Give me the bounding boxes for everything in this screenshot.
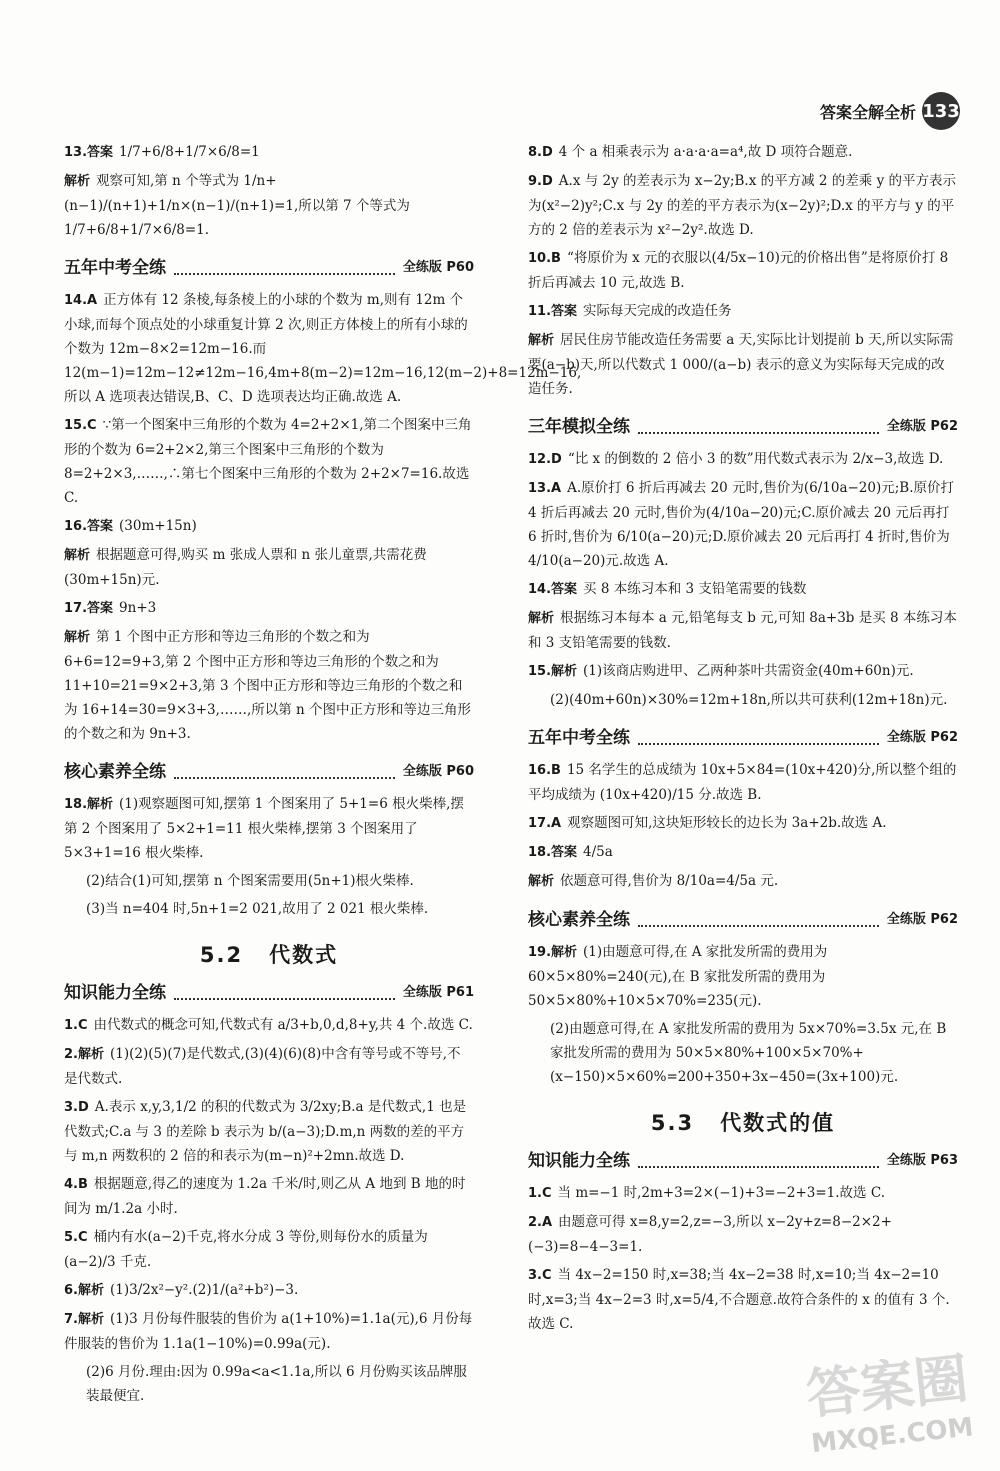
answer-label: 18.解析 <box>64 797 114 812</box>
section-ref: 全练版 P63 <box>886 1153 958 1168</box>
answer-text: 由题意可得 x=8,y=2,z=−3,所以 x−2y+z=8−2×2+(−3)=8−4−3=1. <box>528 1214 892 1255</box>
answer-text: 依题意可得,售价为 8/10a=4/5a 元. <box>560 873 779 889</box>
answer-item <box>64 543 474 592</box>
chapter-heading <box>528 1111 958 1135</box>
answer-text: (1)(2)(5)(7)是代数式,(3)(4)(6)(8)中含有等号或不等号,不是代数式. <box>64 1046 461 1087</box>
answer-item <box>64 625 474 746</box>
page-number: 133 <box>922 92 960 130</box>
answer-label: 7.解析 <box>64 1312 104 1327</box>
answer-label: 3.D <box>64 1100 89 1115</box>
dot-leader <box>638 925 879 927</box>
answer-item <box>528 1181 958 1206</box>
answer-item <box>64 869 474 893</box>
answer-item <box>64 514 474 539</box>
answer-label: 5.C <box>64 1230 88 1245</box>
dot-leader <box>638 1166 879 1168</box>
answer-label: 14.答案 <box>528 582 578 597</box>
answer-text: A.原价打 6 折后再减去 20 元时,售价为(6/10a−20)元;B.原价打 4 折后再减去 20 元时,售价为(4/10a−20)元;C.原价减去 20 元后再打 6 折时,售价为 6/10(a−20)元;D.原价减去 20 元后再打 4 折时,售价为 4/10(a−20)元.故选 A. <box>528 480 955 569</box>
answer-label: 1.C <box>528 1186 552 1201</box>
answer-label: 8.D <box>528 145 553 160</box>
page-header <box>820 92 960 130</box>
answer-text: 实际每天完成的改造任务 <box>583 303 732 319</box>
answer-text: (1)3 月份每件服装的售价为 a(1+10%)=1.1a(元),6 月份每件服装的售价为 1.1a(1−10%)=0.99a(元). <box>64 1311 473 1352</box>
section-heading <box>64 256 474 280</box>
answer-text: 4/5a <box>583 844 613 860</box>
answer-label: 19.解析 <box>528 945 578 960</box>
answer-item <box>64 1307 474 1356</box>
answer-text: 正方体有 12 条棱,每条棱上的小球的个数为 m,则有 12m 个小球,而每个顶点处的小球重复计算 2 次,则正方体棱上的所有小球的个数为 12m−8×2=12m−16.而 12(m−1)=12m−12≠12m−16,4m+8(m−2)=12m−16,12(m−2)+8=12m−16,所以 A 选项表达错误,B、C、D 选项表达均正确.故选 A. <box>64 292 582 405</box>
chapter-number: 5.2 <box>199 943 244 967</box>
answer-item <box>528 140 958 165</box>
answer-label: 16.B <box>528 763 561 778</box>
answer-item <box>528 940 958 1013</box>
answer-text: (2)6 月份.理由:因为 0.99a<a<1.1a,所以 6 月份购买该品牌服装最便宜. <box>86 1364 467 1404</box>
answer-text: ∵第一个图案中三角形的个数为 4=2+2×1,第二个图案中三角形的个数为 6=2+2×2,第三个图案中三角形的个数为 8=2+2×3,……,∴第七个图案中三角形的个数为 2+2×7=16.故选 C. <box>64 417 472 506</box>
section-title: 三年模拟全练 <box>528 417 630 437</box>
answer-label: 16.答案 <box>64 519 114 534</box>
answer-label: 14.A <box>64 293 98 308</box>
answer-label: 12.D <box>528 452 562 467</box>
answer-label: 解析 <box>64 548 91 563</box>
answer-item <box>528 606 958 655</box>
answer-label: 4.B <box>64 1177 88 1192</box>
answer-item <box>528 476 958 573</box>
items-3 <box>64 1013 474 1408</box>
answer-text: (1)由题意可得,在 A 家批发所需的费用为 60×5×80%=240(元),在 B 家批发所需的费用为 50×5×80%+10×5×70%=235(元). <box>528 944 828 1009</box>
answer-item <box>528 577 958 602</box>
section-heading <box>64 981 474 1005</box>
answer-text: 根据题意,得乙的速度为 1.2a 千米/时,则乙从 A 地到 B 地的时间为 m/1.2a 小时. <box>64 1176 466 1217</box>
answer-label: 1.C <box>64 1018 88 1033</box>
answer-label: 解析 <box>64 174 91 189</box>
answer-text: 买 8 本练习本和 3 支铅笔需要的钱数 <box>583 581 807 597</box>
answer-text: (30m+15n) <box>119 518 197 534</box>
items-2 <box>528 758 958 894</box>
watermark-logo: 答案圈 <box>803 1346 972 1427</box>
answer-text: (1)观察题图可知,摆第 1 个图案用了 5+1=6 根火柴棒,摆第 2 个图案用了 5×2+1=11 根火柴棒,摆第 3 个图案用了 5×3+1=16 根火柴棒. <box>64 796 464 861</box>
answer-item <box>64 1278 474 1303</box>
chapter-number: 5.3 <box>650 1111 695 1135</box>
section-ref: 全练版 P62 <box>886 912 958 927</box>
answer-text: 观察可知,第 n 个等式为 1/n+(n−1)/(n+1)+1/n×(n−1)/(n+1)=1,所以第 7 个等式为 1/7+6/8+1/7×6/8=1. <box>64 173 410 238</box>
answer-text: 根据题意可得,购买 m 张成人票和 n 张儿童票,共需花费(30m+15n)元. <box>64 547 427 588</box>
section-title: 知识能力全练 <box>64 983 166 1003</box>
section-ref: 全练版 P62 <box>886 730 958 745</box>
answer-text: (2)由题意可得,在 A 家批发所需的费用为 5x×70%=3.5x 元,在 B 家批发所需的费用为 50×5×80%+100×5×70%+(x−150)×5×60%=200+350+3x−450=(3x+100)元. <box>550 1021 947 1085</box>
right-column <box>528 140 958 1340</box>
answer-label: 6.解析 <box>64 1283 104 1298</box>
answer-label: 9.D <box>528 174 553 189</box>
answer-text: 1/7+6/8+1/7×6/8=1 <box>119 144 260 160</box>
section-ref: 全练版 P61 <box>402 985 474 1000</box>
chapter-title: 代数式 <box>269 943 339 967</box>
answer-item <box>528 169 958 242</box>
answer-text: 当 4x−2=150 时,x=38;当 4x−2=38 时,x=10;当 4x−2=10 时,x=3;当 4x−2=3 时,x=5/4,不合题意.故符合条件的 x 的值有 3 个.故选 C. <box>528 1267 950 1332</box>
items-top <box>64 140 474 242</box>
answer-label: 2.解析 <box>64 1047 104 1062</box>
answer-text: (2)结合(1)可知,摆第 n 个图案需要用(5n+1)根火柴棒. <box>86 873 414 889</box>
section-ref: 全练版 P62 <box>886 419 958 434</box>
answer-text: 当 m=−1 时,2m+3=2×(−1)+3=−2+3=1.故选 C. <box>557 1185 885 1201</box>
answer-item <box>528 1017 958 1089</box>
answer-item <box>528 840 958 865</box>
chapter-heading <box>64 943 474 967</box>
answer-item <box>528 1210 958 1259</box>
answer-text: 观察题图可知,这块矩形较长的边长为 3a+2b.故选 A. <box>567 815 887 831</box>
answer-label: 解析 <box>64 630 91 645</box>
chapter-title: 代数式的值 <box>720 1111 836 1135</box>
answer-text: (3)当 n=404 时,5n+1=2 021,故用了 2 021 根火柴棒. <box>86 901 429 917</box>
section-title: 五年中考全练 <box>64 258 166 278</box>
answer-item <box>528 688 958 712</box>
section-title: 知识能力全练 <box>528 1151 630 1171</box>
answer-text: 4 个 a 相乘表示为 a·a·a·a=a⁴,故 D 项符合题意. <box>558 144 853 160</box>
section-ref: 全练版 P60 <box>402 260 474 275</box>
answer-item <box>64 169 474 242</box>
answer-item <box>64 1013 474 1038</box>
answer-label: 11.答案 <box>528 304 578 319</box>
section-heading <box>528 726 958 750</box>
dot-leader <box>174 777 395 779</box>
answer-item <box>64 1042 474 1091</box>
answer-text: A.x 与 2y 的差表示为 x−2y;B.x 的平方减 2 的差乘 y 的平方表示为(x²−2)y²;C.x 与 2y 的差的平方表示为(x−2y)²;D.x 的平方与 y 的平方的 2 倍的差表示为 x²−2y².故选 D. <box>528 173 957 238</box>
answer-text: A.表示 x,y,3,1/2 的积的代数式为 3/2xy;B.a 是代数式,1 也是代数式;C.a 与 3 的差除 b 表示为 b/(a−3);D.m,n 两数的差的平方与 m,n 两数积的 2 倍的和表示为(m−n)²+2mn.故选 D. <box>64 1099 467 1164</box>
answer-text: 第 1 个图中正方形和等边三角形的个数之和为 6+6=12=9+3,第 2 个图中正方形和等边三角形的个数之和为 11+10=21=9×2+3,第 3 个图中正方形和等边三角形的个数之和为 16+14=30=9×3+3,……,所以第 n 个图中正方形和等边三角形的个数之和为 9n+3. <box>64 629 472 742</box>
watermark-url: MXQE.COM <box>810 1412 976 1460</box>
section-heading <box>528 1149 958 1173</box>
answer-label: 18.答案 <box>528 845 578 860</box>
answer-text: 桶内有水(a−2)千克,将水分成 3 等份,则每份水的质量为 (a−2)/3 千克. <box>64 1229 428 1270</box>
items-top <box>528 140 958 401</box>
answer-label: 解析 <box>528 874 555 889</box>
answer-label: 15.解析 <box>528 664 578 679</box>
items-2 <box>64 792 474 921</box>
dot-leader <box>638 432 879 434</box>
answer-item <box>64 596 474 621</box>
answer-label: 解析 <box>528 333 555 348</box>
watermark <box>802 1336 975 1459</box>
answer-item <box>64 1360 474 1408</box>
answer-item <box>64 792 474 865</box>
answer-label: 17.A <box>528 816 562 831</box>
answer-label: 10.B <box>528 251 561 266</box>
answer-label: 13.A <box>528 481 562 496</box>
answer-label: 13.答案 <box>64 145 114 160</box>
section-heading <box>528 415 958 439</box>
dot-leader <box>174 273 395 275</box>
answer-item <box>64 1095 474 1168</box>
answer-item <box>528 246 958 295</box>
answer-text: 9n+3 <box>119 600 157 616</box>
answer-label: 15.C <box>64 418 97 433</box>
answer-item <box>528 328 958 401</box>
answer-item <box>528 811 958 836</box>
answer-item <box>64 1225 474 1274</box>
section-title: 核心素养全练 <box>64 762 166 782</box>
answer-item <box>528 447 958 472</box>
answer-text: (1)该商店购进甲、乙两种茶叶共需资金(40m+60n)元. <box>583 663 914 679</box>
section-title: 五年中考全练 <box>528 728 630 748</box>
answer-item <box>528 299 958 324</box>
answer-item <box>528 869 958 894</box>
items-3 <box>528 940 958 1089</box>
answer-text: 居民住房节能改造任务需要 a 天,实际比计划提前 b 天,所以实际需要(a−b)天,所以代数式 1 000/(a−b) 表示的意义为实际每天完成的改造任务. <box>528 332 954 397</box>
answer-text: “将原价为 x 元的衣服以(4/5x−10)元的价格出售”是将原价打 8 折后再减去 10 元,故选 B. <box>528 250 949 291</box>
section-heading <box>528 908 958 932</box>
items-4 <box>528 1181 958 1336</box>
dot-leader <box>638 743 879 745</box>
answer-label: 2.A <box>528 1215 553 1230</box>
section-ref: 全练版 P60 <box>402 764 474 779</box>
answer-text: 根据练习本每本 a 元,铅笔每支 b 元,可知 8a+3b 是买 8 本练习本和 3 支铅笔需要的钱数. <box>528 610 957 651</box>
answer-item <box>528 659 958 684</box>
answer-text: (2)(40m+60n)×30%=12m+18n,所以共可获利(12m+18n)元. <box>550 692 948 708</box>
dot-leader <box>174 998 395 1000</box>
answer-item <box>64 1172 474 1221</box>
answer-label: 17.答案 <box>64 601 114 616</box>
section-title: 核心素养全练 <box>528 910 630 930</box>
header-title: 答案全解全析 <box>819 102 916 122</box>
answer-label: 3.C <box>528 1268 552 1283</box>
answer-text: 由代数式的概念可知,代数式有 a/3+b,0,d,8+y,共 4 个.故选 C. <box>93 1017 473 1033</box>
answer-item <box>528 1263 958 1336</box>
answer-label: 解析 <box>528 611 555 626</box>
items-1 <box>528 447 958 712</box>
answer-text: 15 名学生的总成绩为 10x+5×84=(10x+420)分,所以整个组的平均成绩为 (10x+420)/15 分.故选 B. <box>528 762 957 803</box>
answer-item <box>528 758 958 807</box>
answer-text: “比 x 的倒数的 2 倍小 3 的数”用代数式表示为 2/x−3,故选 D. <box>567 451 944 467</box>
answer-item <box>64 897 474 921</box>
section-heading <box>64 760 474 784</box>
answer-text: (1)3/2x²−y².(2)1/(a²+b²)−3. <box>109 1282 299 1298</box>
answer-item <box>64 413 474 510</box>
answer-item <box>64 140 474 165</box>
